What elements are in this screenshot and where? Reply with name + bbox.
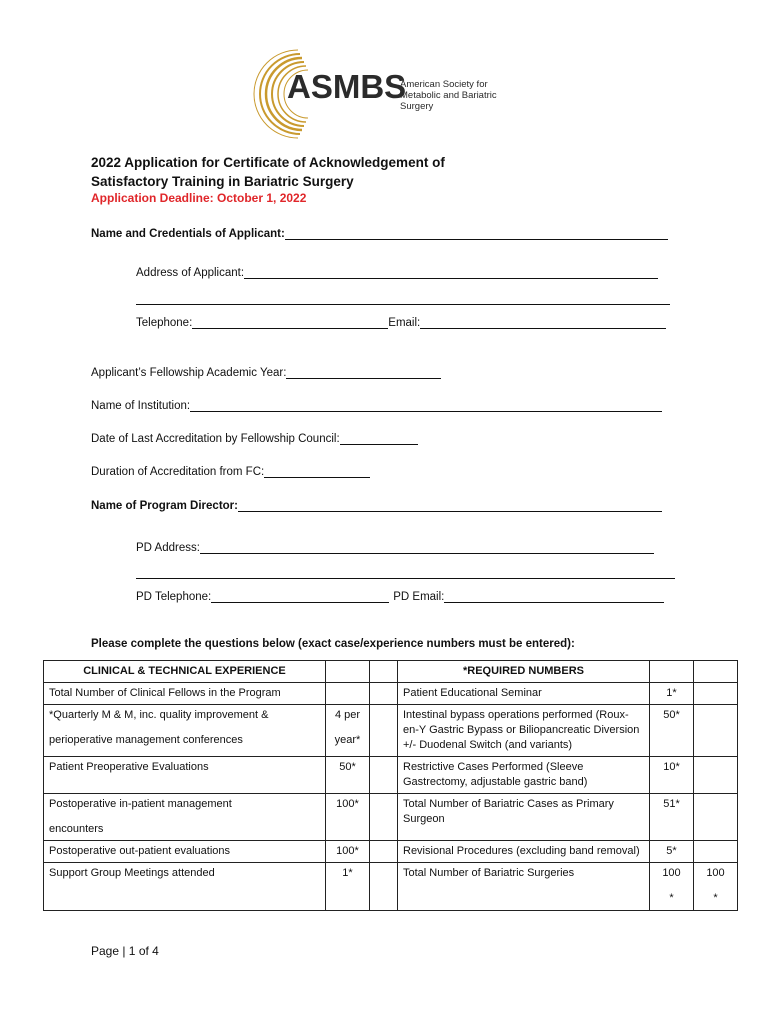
row-extra-cell[interactable] [694,757,738,794]
row-label-left: Support Group Meetings attended [44,863,326,911]
telephone-field [136,315,666,329]
table-instructions: Please complete the questions below (exact case/experience numbers must be entered): [91,638,575,650]
asmbs-logo [250,44,530,144]
program-director-label: Name of Program Director: [91,500,238,512]
pd-address-input-line-2[interactable] [136,565,675,579]
row-required-right[interactable] [650,863,694,911]
pd-address-label: PD Address: [136,542,200,554]
logo-wordmark: ASMBS [287,68,407,105]
pd-telephone-field [136,589,664,603]
header-blank-1 [326,661,370,683]
address-line-2-field [136,291,670,305]
pd-address-input-line[interactable] [200,540,654,554]
last-accreditation-label: Date of Last Accreditation by Fellowship Council: [91,433,340,445]
fellowship-year-input-line[interactable] [286,365,441,379]
row-required-left[interactable]: 100* [326,794,370,841]
row-label-left-line1: Postoperative in-patient management [49,798,232,810]
row-entry-cell[interactable] [370,683,398,705]
row-required-right[interactable]: 51* [650,794,694,841]
table-row [44,841,738,863]
email-input-line[interactable] [420,315,666,329]
last-accreditation-field [91,431,418,445]
row-label-left-line2: encounters [49,823,104,835]
institution-field [91,398,662,412]
page-number: Page | 1 of 4 [91,944,159,958]
address-field [136,265,658,279]
row-label-left: Patient Preoperative Evaluations [44,757,326,794]
institution-input-line[interactable] [190,398,662,412]
row-required-left[interactable]: 1* [326,863,370,911]
address-label: Address of Applicant: [136,267,245,279]
row-label-left-line1: *Quarterly M & M, inc. quality improvement & [49,709,269,721]
fellowship-year-label: Applicant’s Fellowship Academic Year: [91,367,287,379]
title-line-2: Satisfactory Training in Bariatric Surgery [91,174,354,189]
row-required-left[interactable]: 50* [326,757,370,794]
table-row [44,683,738,705]
row-required-left[interactable] [326,705,370,757]
header-clinical-experience: CLINICAL & TECHNICAL EXPERIENCE [44,661,326,683]
telephone-input-line[interactable] [192,315,388,329]
row-extra-cell[interactable] [694,841,738,863]
document-title [91,153,445,191]
logo-subtitle-line1: American Society for [400,79,488,90]
row-required-left[interactable]: 100* [326,841,370,863]
email-label: Email: [388,317,421,329]
row-extra-line2: * [713,892,718,904]
duration-label: Duration of Accreditation from FC: [91,466,265,478]
row-label-right: Total Number of Bariatric Cases as Primary Surgeon [398,794,650,841]
row-extra-cell[interactable] [694,683,738,705]
row-label-left-line2: perioperative management conferences [49,734,243,746]
pd-telephone-label: PD Telephone: [136,591,212,603]
pd-email-label: PD Email: [393,591,445,603]
row-extra-cell[interactable] [694,863,738,911]
header-blank-3 [650,661,694,683]
row-required-right[interactable]: 50* [650,705,694,757]
header-required-numbers: *REQUIRED NUMBERS [398,661,650,683]
table-row [44,705,738,757]
telephone-label: Telephone: [136,317,193,329]
pd-telephone-input-line[interactable] [211,589,389,603]
header-blank-4 [694,661,738,683]
last-accreditation-input-line[interactable] [340,431,418,445]
row-required-left-line1: 4 per [334,709,361,721]
row-label-left [44,794,326,841]
row-required-right[interactable]: 5* [650,841,694,863]
row-label-right: Revisional Procedures (excluding band removal) [398,841,650,863]
application-deadline: Application Deadline: October 1, 2022 [91,191,307,205]
pd-email-input-line[interactable] [444,589,664,603]
row-extra-line1: 100 [706,867,725,879]
row-label-right: Patient Educational Seminar [398,683,650,705]
row-label-left: Postoperative out-patient evaluations [44,841,326,863]
row-entry-cell[interactable] [370,863,398,911]
duration-field [91,464,370,478]
row-required-right-line1: 100 [662,867,681,879]
row-required-left-line2: year* [334,734,361,746]
duration-input-line[interactable] [264,464,370,478]
row-label-right: Total Number of Bariatric Surgeries [398,863,650,911]
address-input-line[interactable] [244,265,658,279]
institution-label: Name of Institution: [91,400,191,412]
table-row [44,794,738,841]
program-director-field [91,498,662,512]
table-row [44,863,738,911]
header-blank-2 [370,661,398,683]
logo-subtitle-line2: Metabolic and Bariatric Surgery [400,90,497,112]
row-label-right: Restrictive Cases Performed (Sleeve Gastrectomy, adjustable gastric band) [398,757,650,794]
row-extra-cell[interactable] [694,705,738,757]
row-required-right[interactable]: 10* [650,757,694,794]
row-label-right: Intestinal bypass operations performed (Roux-en-Y Gastric Bypass or Biliopancreatic Diversion +/- Duodenal Switch (and variants) [398,705,650,757]
row-required-left[interactable] [326,683,370,705]
row-entry-cell[interactable] [370,705,398,757]
row-entry-cell[interactable] [370,757,398,794]
row-label-left [44,705,326,757]
table-header-row [44,661,738,683]
experience-table [43,660,738,911]
applicant-name-field [91,226,668,240]
row-required-right-line2: * [669,892,674,904]
fellowship-year-field [91,365,441,379]
address-input-line-2[interactable] [136,291,670,305]
applicant-name-label: Name and Credentials of Applicant: [91,228,285,240]
title-line-1: 2022 Application for Certificate of Acknowledgement of [91,155,445,170]
row-label-left: Total Number of Clinical Fellows in the Program [44,683,326,705]
table-row [44,757,738,794]
row-required-right[interactable]: 1* [650,683,694,705]
pd-address-line-2-field [136,565,675,579]
logo-subtitle [400,79,530,112]
program-director-input-line[interactable] [238,498,662,512]
applicant-name-input-line[interactable] [285,226,668,240]
row-extra-cell[interactable] [694,794,738,841]
row-entry-cell[interactable] [370,841,398,863]
row-entry-cell[interactable] [370,794,398,841]
pd-address-field [136,540,654,554]
